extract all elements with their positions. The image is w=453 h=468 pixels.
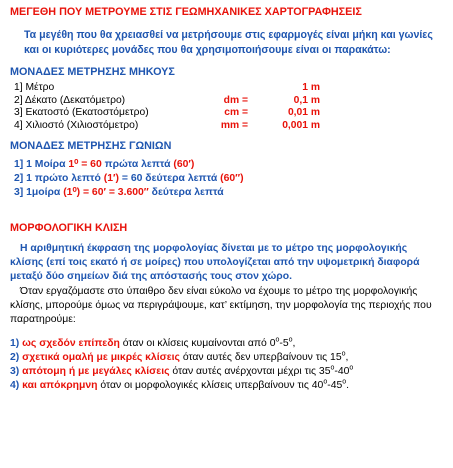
degree-sup: ο <box>323 378 328 386</box>
slope-text: όταν αυτές ανέρχονται μέχρι τις 35 <box>169 366 331 377</box>
unit-symbol: cm = <box>224 107 248 118</box>
angle-unit-row <box>14 186 443 200</box>
length-units-heading: ΜΟΝΑΔΕΣ ΜΕΤΡΗΣΗΣ ΜΗΚΟΥΣ <box>10 66 175 78</box>
angle-unit-text: = 60 δεύτερα λεπτά <box>118 173 221 184</box>
slope-number: 3) <box>10 366 20 377</box>
unit-value: 1 m <box>302 82 320 93</box>
slope-label: και απόκρημνη <box>22 380 98 391</box>
unit-name: 2] Δέκατο (Δεκατόμετρο) <box>14 94 126 106</box>
slope-item <box>10 337 443 351</box>
slope-number: 2) <box>10 352 20 363</box>
unit-name: 3] Εκατοστό (Εκατοστόμετρο) <box>14 107 149 118</box>
degree-sup: ο <box>341 350 346 358</box>
unit-value: 0,01 m <box>287 107 320 118</box>
degree-sup: ο <box>349 364 354 372</box>
slope-text: όταν οι κλίσεις κυμαίνονται από 0 <box>119 338 276 349</box>
slope-text: όταν αυτές δεν υπερβαίνουν τις 15 <box>179 352 342 363</box>
slope-label: σχετικά ομαλή με μικρές κλίσεις <box>22 352 180 363</box>
degree-sup: ο <box>330 364 335 372</box>
slope-label: απότομη ή με μεγάλες κλίσεις <box>22 366 170 377</box>
slope-item <box>10 365 443 379</box>
unit-symbol: mm = <box>220 119 248 131</box>
angle-unit-text: δεύτερα λεπτά <box>148 187 224 198</box>
angle-unit-row <box>14 172 443 186</box>
intro-paragraph: Τα μεγέθη που θα χρειασθεί να μετρήσουμε στις εφαρμογές είναι μήκη και γωνίες και οι κυριότερες μονάδες που θα χρησιμοποιήσουμε είναι οι παρακάτω: <box>24 29 433 56</box>
angle-unit-value: (1′) <box>103 173 119 184</box>
slope-label: ως σχεδόν επίπεδη <box>22 338 120 349</box>
unit-name: 1] Μέτρο <box>14 82 55 93</box>
angle-unit-note: (60′) <box>173 159 195 170</box>
slope-end: . <box>346 380 350 391</box>
length-unit-row <box>14 120 443 133</box>
slope-range: -40 <box>334 366 350 377</box>
morphology-paragraph-2: Όταν εργαζόμαστε στο ύπαιθρο δεν είναι εύκολο να έχουμε το μέτρο της μορφολογικής κλίσης, μπορούμε όμως να περιγράψουμε, κατ’ εκτίμηση, την μορφολογία της περιοχής που παρατηρούμε: <box>10 286 432 325</box>
slope-number: 4) <box>10 380 20 391</box>
angle-unit-text: πρώτα λεπτά <box>101 159 174 170</box>
angle-unit-row <box>14 158 443 172</box>
angle-unit-name: 1] 1 Μοίρα <box>14 159 69 170</box>
degree-sup: ο <box>288 336 293 344</box>
angle-unit-name: 2] 1 πρώτο λεπτό <box>14 173 104 184</box>
angle-unit-note: (60′′) <box>220 173 244 184</box>
degree-sup: ο <box>275 336 280 344</box>
angle-unit-value: (1⁰) = 60′ = 3.600′′ <box>63 187 149 198</box>
slope-list <box>10 337 443 393</box>
slope-range: -5 <box>279 338 289 349</box>
angle-units-list <box>14 158 443 200</box>
slope-item <box>10 351 443 365</box>
degree-sup: ο <box>342 378 347 386</box>
morphology-heading: ΜΟΡΦΟΛΟΓΙΚΗ ΚΛΙΣΗ <box>10 222 128 234</box>
morphology-paragraph-1: Η αριθμητική έκφραση της μορφολογίας δίνεται με το μέτρο της μορφολογικής κλίσης (επί τοις εκατό ή σε μοίρες) που υπολογίζεται από την υψομετρική διαφορά μεταξύ δύο σημείων διά της απόστασής τους στον χώρο. <box>10 243 420 282</box>
length-unit-row <box>14 95 443 108</box>
slope-text: όταν οι μορφολογικές κλίσεις υπερβαίνουν τις 40 <box>97 380 324 391</box>
unit-name: 4] Χιλιοστό (Χιλιοστόμετρο) <box>14 119 139 131</box>
angle-unit-value: 1⁰ = 60 <box>68 159 102 170</box>
angle-units-heading: ΜΟΝΑΔΕΣ ΜΕΤΡΗΣΗΣ ΓΩΝΙΩΝ <box>10 140 172 152</box>
length-unit-row <box>14 82 443 95</box>
slope-range: -45 <box>327 380 343 391</box>
slope-number: 1) <box>10 338 20 349</box>
unit-symbol: dm = <box>223 94 248 106</box>
slope-item <box>10 379 443 393</box>
slope-end: , <box>292 338 296 349</box>
length-units-list <box>14 82 443 132</box>
length-unit-row <box>14 107 443 120</box>
angle-unit-name: 3] 1μοίρα <box>14 187 64 198</box>
slope-end: , <box>345 352 349 363</box>
unit-value: 0,001 m <box>282 119 320 131</box>
page-title: ΜΕΓΕΘΗ ΠΟΥ ΜΕΤΡΟΥΜΕ ΣΤΙΣ ΓΕΩΜΗΧΑΝΙΚΕΣ ΧΑΡΤΟΓΡΑΦΗΣΕΙΣ <box>10 6 362 18</box>
unit-value: 0,1 m <box>293 94 320 106</box>
